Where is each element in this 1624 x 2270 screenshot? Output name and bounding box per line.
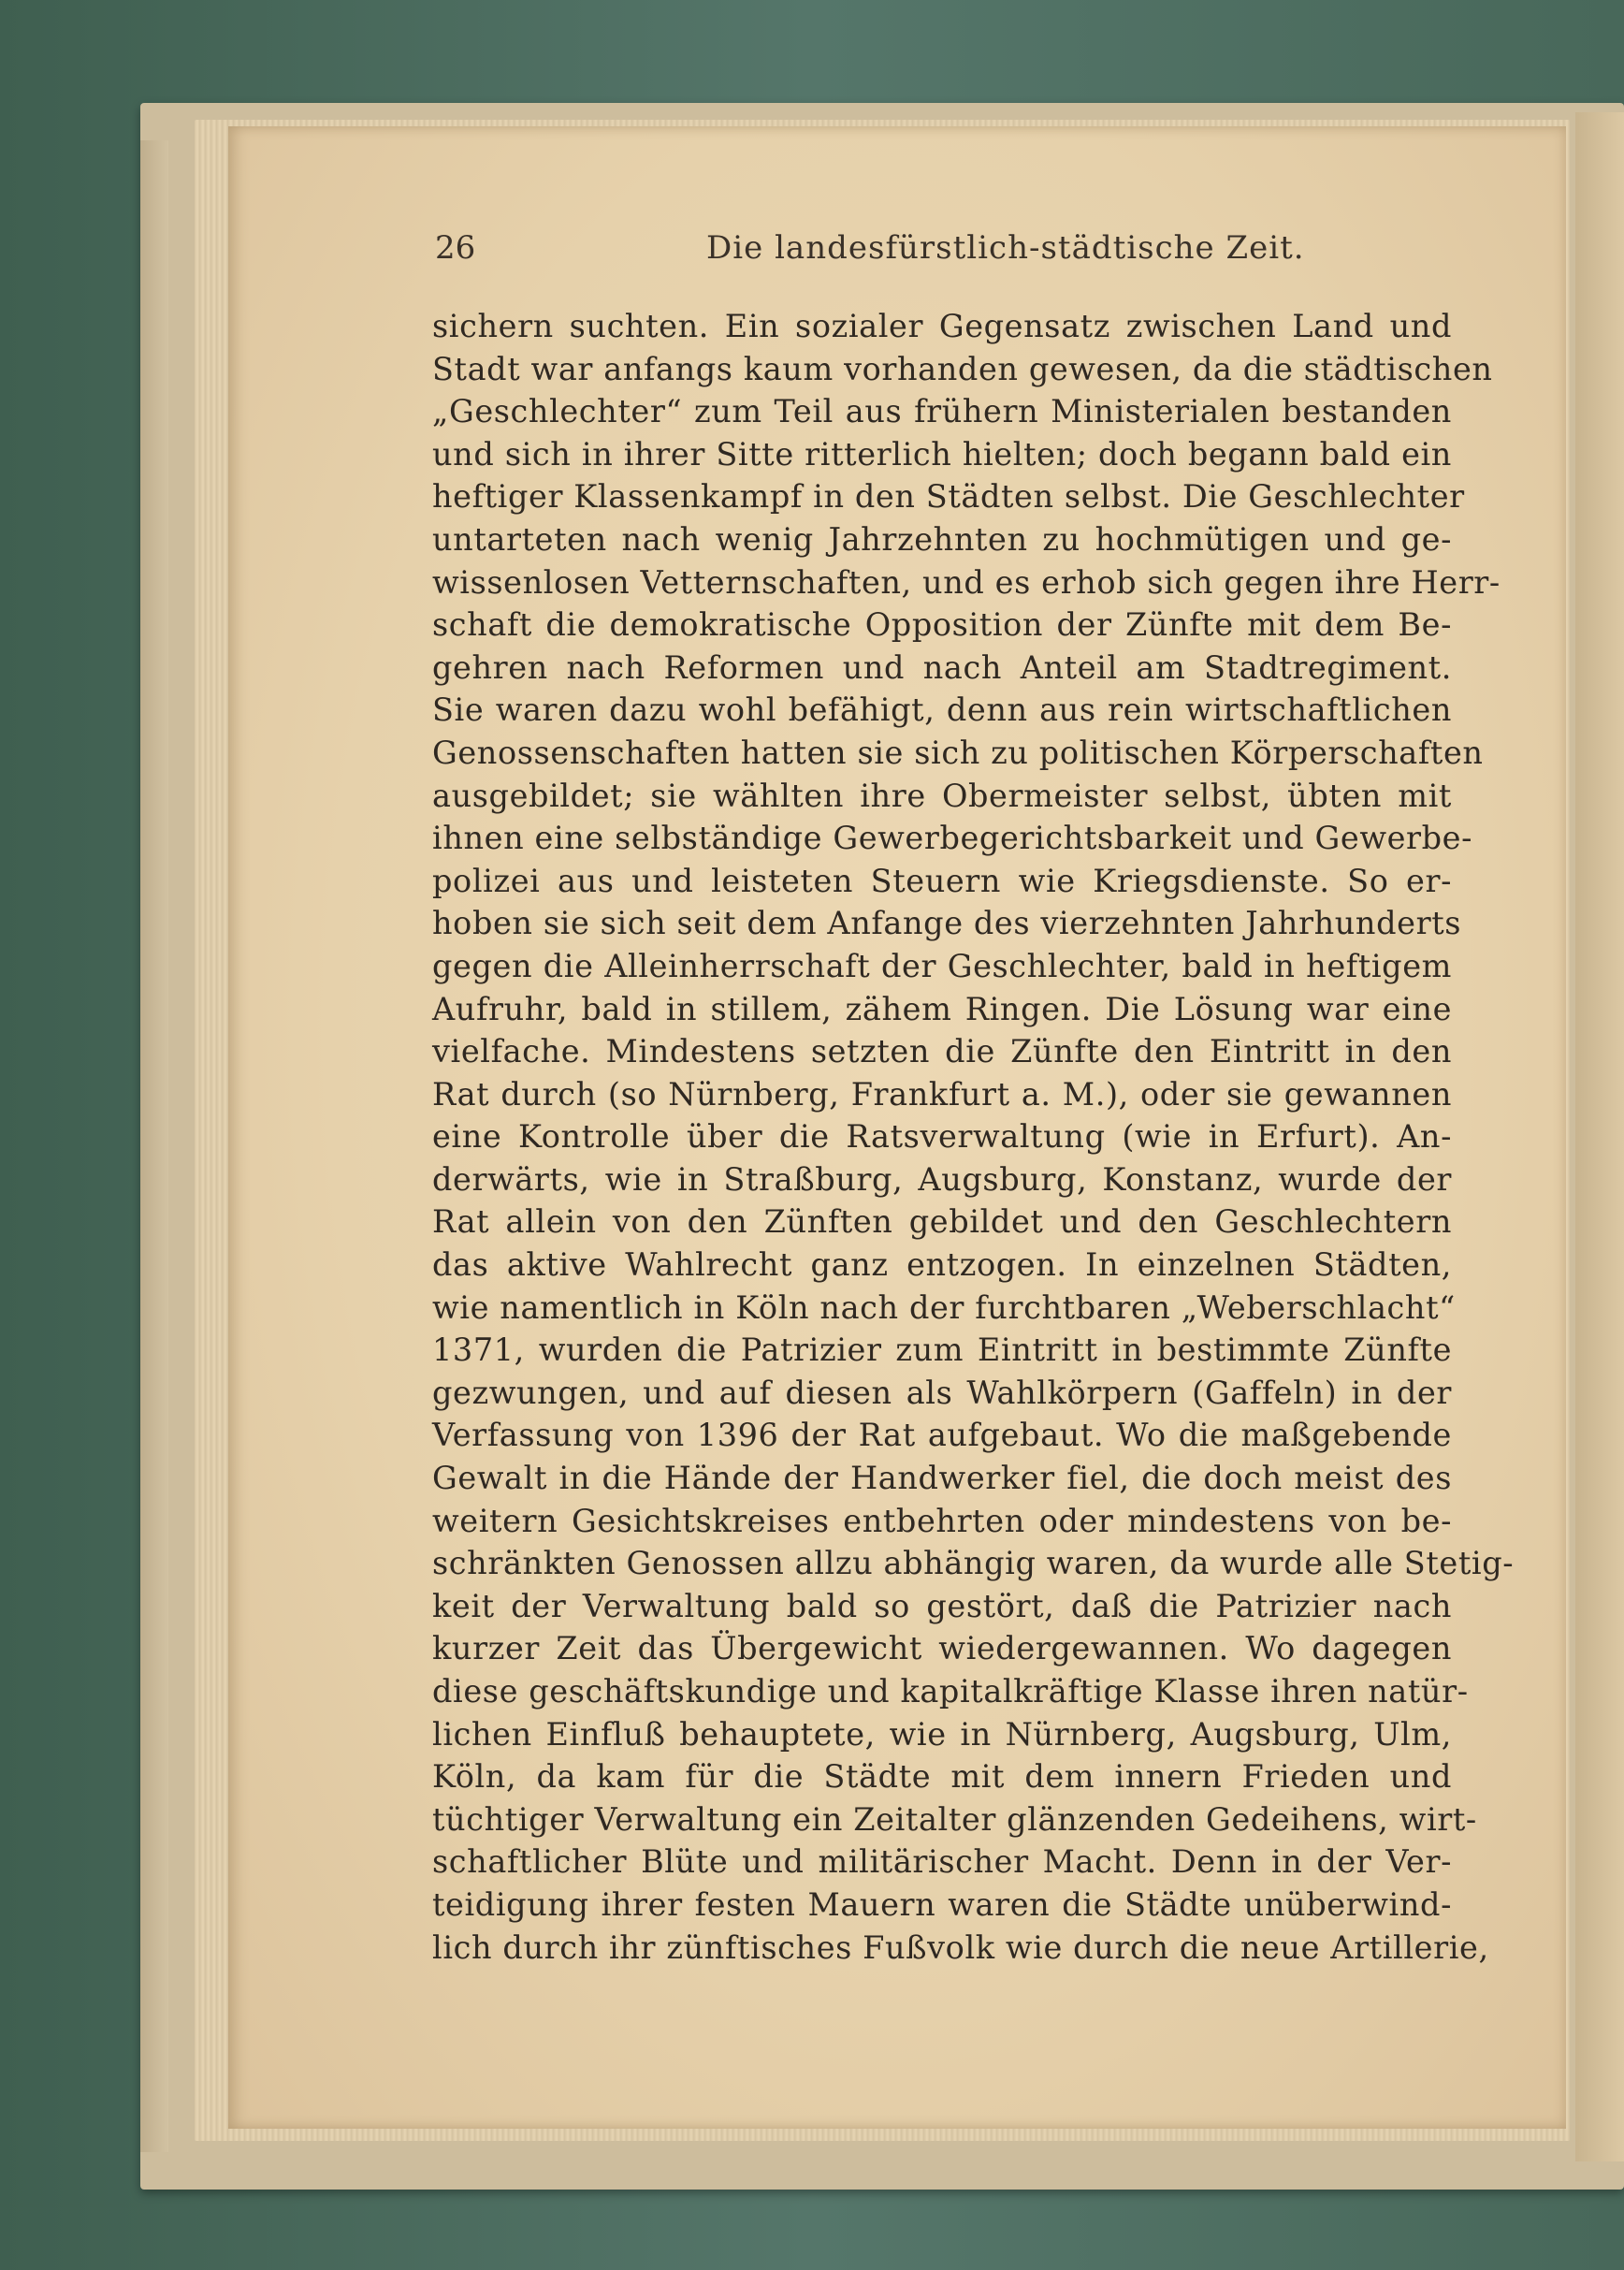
text-line: Genossenschaften hatten sie sich zu politischen Körperschaften [432,734,1484,771]
text-line: Köln, da kam für die Städte mit dem innern Frieden und [432,1758,1452,1796]
text-line: tüchtiger Verwaltung ein Zeitalter glänzenden Gedeihens, wirt- [432,1800,1477,1838]
text-line: Aufruhr, bald in stillem, zähem Ringen. Die Lösung war eine [432,990,1452,1027]
text-line: Sie waren dazu wohl befähigt, denn aus rein wirtschaftlichen [432,691,1452,729]
text-line: vielfache. Mindestens setzten die Zünfte den Eintritt in den [432,1033,1452,1070]
page-number: 26 [435,229,476,267]
book-spine-edge [140,140,168,2152]
text-line: Verfassung von 1396 der Rat aufgebaut. Wo die maßgebende [432,1417,1452,1454]
text-line: das aktive Wahlrecht ganz entzogen. In einzelnen Städten, [432,1246,1452,1284]
text-line: ausgebildet; sie wählten ihre Obermeister selbst, übten mit [432,777,1452,814]
text-line: polizei aus und leisteten Steuern wie Kriegsdienste. So er- [432,862,1452,899]
text-line: Rat durch (so Nürnberg, Frankfurt a. M.), oder sie gewannen [432,1075,1452,1113]
text-line: Stadt war anfangs kaum vorhanden gewesen, da die städtischen [432,350,1493,387]
text-line: gezwungen, und auf diesen als Wahlkörpern (Gaffeln) in der [432,1374,1452,1411]
text-line: 1371, wurden die Patrizier zum Eintritt in bestimmte Zünfte [432,1331,1452,1369]
running-title: Die landesfürstlich-städtische Zeit. [706,229,1305,267]
text-line: wissenlosen Vetternschaften, und es erhob sich gegen ihre Herr- [432,563,1501,601]
text-line: gegen die Alleinherrschaft der Geschlechter, bald in heftigem [432,947,1452,984]
text-line: gehren nach Reformen und nach Anteil am Stadtregiment. [432,648,1452,686]
text-line: keit der Verwaltung bald so gestört, daß die Patrizier nach [432,1587,1452,1624]
text-line: schaft die demokratische Opposition der Zünfte mit dem Be- [432,606,1452,644]
text-line: hoben sie sich seit dem Anfange des vierzehnten Jahrhunderts [432,905,1462,942]
text-line: und sich in ihrer Sitte ritterlich hielten; doch begann bald ein [432,435,1452,473]
text-line: teidigung ihrer festen Mauern waren die Städte unüberwind- [432,1885,1452,1923]
body-text [432,305,1515,1969]
text-line: heftiger Klassenkampf in den Städten selbst. Die Geschlechter [432,478,1465,516]
text-line: schränkten Genossen allzu abhängig waren, da wurde alle Stetig- [432,1545,1515,1582]
text-line: weitern Gesichtskreises entbehrten oder mindestens von be- [432,1502,1452,1539]
text-line: Rat allein von den Zünften gebildet und den Geschlechtern [432,1203,1452,1241]
text-line: wie namentlich in Köln nach der furchtbaren „Weberschlacht“ [432,1288,1456,1326]
text-line: untarteten nach wenig Jahrzehnten zu hochmütigen und ge- [432,520,1452,558]
text-line: schaftlicher Blüte und militärischer Macht. Denn in der Ver- [432,1843,1452,1881]
text-line: eine Kontrolle über die Ratsverwaltung (wie in Erfurt). An- [432,1118,1452,1156]
text-line: lich durch ihr zünftisches Fußvolk wie durch die neue Artillerie, [432,1928,1489,1966]
text-line: sichern suchten. Ein sozialer Gegensatz zwischen Land und [432,308,1452,344]
running-head [435,229,1445,276]
text-line: kurzer Zeit das Übergewicht wiedergewannen. Wo dagegen [432,1630,1452,1667]
text-line: „Geschlechter“ zum Teil aus frühern Ministerialen bestanden [432,393,1452,430]
text-line: Gewalt in die Hände der Handwerker fiel, die doch meist des [432,1460,1452,1497]
text-line: derwärts, wie in Straßburg, Augsburg, Konstanz, wurde der [432,1160,1452,1198]
text-line: ihnen eine selbständige Gewerbegerichtsbarkeit und Gewerbe- [432,820,1473,857]
next-page-edge [1575,112,1624,2161]
text-line: lichen Einfluß behauptete, wie in Nürnberg, Augsburg, Ulm, [432,1715,1452,1753]
text-line: diese geschäftskundige und kapitalkräftige Klasse ihren natür- [432,1673,1469,1710]
